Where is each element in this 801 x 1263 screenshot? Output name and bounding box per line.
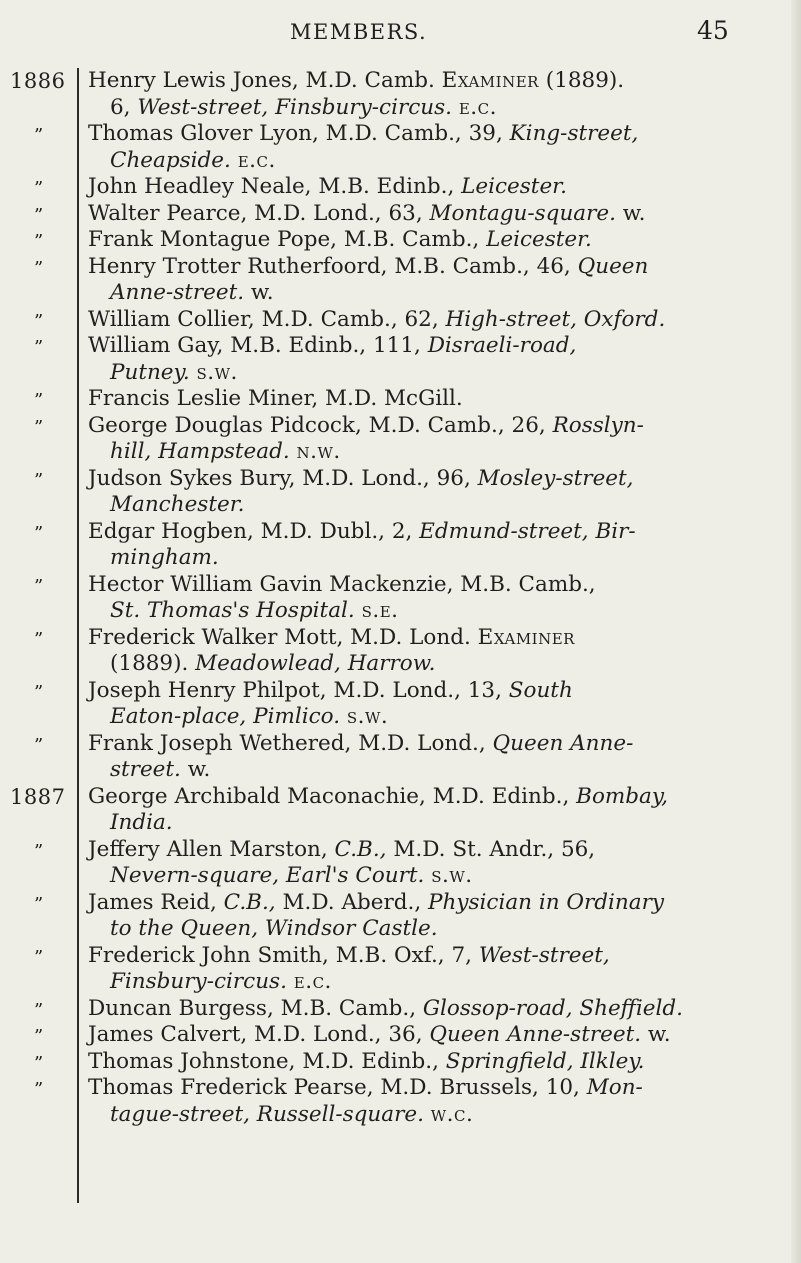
year-of-election: ” xyxy=(34,257,44,279)
entry-first-line xyxy=(88,1049,768,1076)
entry-text: M.D. St. Andr., 56, xyxy=(386,836,596,862)
entry-first-line xyxy=(88,413,768,440)
address-text: Finsbury-circus. xyxy=(110,969,287,994)
member-text xyxy=(88,121,768,174)
year-of-election: ” xyxy=(34,125,44,146)
entry-first-line xyxy=(88,890,768,917)
entry-first-line xyxy=(88,254,768,281)
entry-text: Francis Leslie Miner, M.D. McGill. xyxy=(88,386,463,411)
entry-first-line xyxy=(88,201,768,228)
entry-text: James Reid, xyxy=(88,889,224,915)
address-text: Cheapside. xyxy=(110,147,231,173)
year-of-election: ” xyxy=(34,337,44,358)
year-of-election: ” xyxy=(34,946,44,968)
entry-text: William Gay, M.B. Edinb., 111, xyxy=(88,333,428,358)
address-text: Mon- xyxy=(586,1075,643,1100)
entry-continuation-line xyxy=(88,492,768,519)
year-of-election: ” xyxy=(34,681,44,703)
page-header xyxy=(0,16,801,60)
member-text xyxy=(88,201,768,228)
entry-first-line xyxy=(88,307,768,334)
entry-text xyxy=(231,148,238,173)
smallcaps-text: s.w. xyxy=(346,704,389,729)
entry-continuation-line xyxy=(88,1102,768,1129)
entry-text: Duncan Burgess, M.B. Camb., xyxy=(88,995,423,1021)
entry-text: John Headley Neale, M.B. Edinb., xyxy=(88,174,462,199)
entry-continuation-line xyxy=(88,280,768,307)
entry-continuation-line xyxy=(88,810,768,837)
address-text: Edmund-street, Bir- xyxy=(419,518,636,544)
entry-first-line xyxy=(88,678,768,705)
smallcaps-text: e.c. xyxy=(237,147,276,173)
address-text: Meadowlead, Harrow. xyxy=(195,651,436,676)
address-text: Manchester. xyxy=(110,492,245,517)
year-of-election: ” xyxy=(34,999,44,1021)
running-title: MEMBERS. xyxy=(290,20,428,44)
entry-continuation-line xyxy=(88,757,768,784)
smallcaps-text: Examiner xyxy=(477,624,575,650)
entry-continuation-line xyxy=(88,704,768,731)
entry-text: Henry Trotter Rutherfoord, M.B. Camb., 46, xyxy=(88,253,578,279)
page-number: 45 xyxy=(697,16,729,45)
member-text xyxy=(88,678,768,731)
entry-continuation-line xyxy=(88,95,768,122)
year-of-election: ” xyxy=(34,416,44,438)
smallcaps-text: e.c. xyxy=(293,969,332,994)
member-text xyxy=(88,996,768,1023)
address-text: Montagu-square. xyxy=(429,200,616,226)
year-of-election: ” xyxy=(34,390,44,411)
year-of-election: ” xyxy=(34,893,44,915)
entry-text: George Archibald Maconachie, M.D. Edinb., xyxy=(88,783,577,809)
member-text xyxy=(88,1022,768,1049)
member-text xyxy=(88,174,768,201)
address-text: Nevern-square, Earl's Court. xyxy=(110,863,425,888)
entry-first-line xyxy=(88,466,768,493)
address-text: Anne-street. xyxy=(110,280,245,305)
address-text: West-street, Finsbury-circus. xyxy=(137,94,452,120)
entry-first-line xyxy=(88,227,768,254)
entry-text: w. xyxy=(641,1022,671,1047)
entry-text: w. xyxy=(180,757,211,782)
year-of-election: ” xyxy=(34,840,44,862)
entry-first-line xyxy=(88,333,768,360)
year-of-election: ” xyxy=(34,204,44,226)
entry-text: Thomas Frederick Pearse, M.D. Brussels, 10, xyxy=(88,1075,587,1100)
member-text xyxy=(88,1049,768,1076)
entry-first-line xyxy=(88,121,768,148)
entry-text: Judson Sykes Bury, M.D. Lond., 96, xyxy=(88,465,478,491)
year-of-election: ” xyxy=(34,628,44,650)
smallcaps-text: s.w. xyxy=(431,863,473,888)
page-edge xyxy=(791,0,801,1263)
address-text: King-street, xyxy=(509,121,639,146)
entry-text: Henry Lewis Jones, M.D. Camb. xyxy=(88,68,442,93)
address-text: Glossop-road, Sheffield. xyxy=(422,995,683,1021)
address-text: South xyxy=(508,677,573,703)
entry-text: Jeffery Allen Marston, xyxy=(88,836,335,862)
member-text xyxy=(88,466,768,519)
entry-first-line xyxy=(88,625,768,652)
year-of-election: ” xyxy=(34,469,44,491)
member-text xyxy=(88,1075,768,1128)
member-text xyxy=(88,254,768,307)
entry-text: (1889). xyxy=(538,68,625,93)
entry-text xyxy=(290,439,297,464)
member-text xyxy=(88,731,768,784)
address-text: Queen Anne- xyxy=(492,730,634,756)
entry-first-line xyxy=(88,837,768,864)
year-of-election: ” xyxy=(34,522,44,544)
address-text: Putney. xyxy=(110,359,190,385)
entry-text: w. xyxy=(615,200,646,226)
entry-text: (1889). xyxy=(110,651,196,676)
year-of-election: ” xyxy=(34,310,44,332)
address-text: High-street, Oxford. xyxy=(445,306,666,332)
address-text: tague-street, Russell-square. xyxy=(110,1101,424,1127)
address-text: Queen xyxy=(577,253,649,279)
entry-continuation-line xyxy=(88,969,768,996)
address-text: Eaton-place, Pimlico. xyxy=(110,704,341,729)
entry-first-line xyxy=(88,386,768,413)
address-text: St. Thomas's Hospital. xyxy=(110,598,355,623)
entry-text: M.D. Aberd., xyxy=(275,889,429,915)
entry-text xyxy=(355,598,362,623)
member-text xyxy=(88,784,768,837)
address-text: C.B., xyxy=(223,889,276,915)
smallcaps-text: w.c. xyxy=(430,1101,474,1127)
member-text xyxy=(88,227,768,254)
member-text xyxy=(88,837,768,890)
member-text xyxy=(88,307,768,334)
member-text xyxy=(88,386,768,413)
entry-text: Frank Joseph Wethered, M.D. Lond., xyxy=(88,730,493,756)
year-of-election: 1886 xyxy=(10,69,66,93)
entry-text: w. xyxy=(244,280,274,305)
entry-continuation-line xyxy=(88,439,768,466)
entry-continuation-line xyxy=(88,651,768,678)
member-text xyxy=(88,519,768,572)
entry-continuation-line xyxy=(88,148,768,175)
year-of-election: ” xyxy=(34,734,44,756)
entry-text xyxy=(424,1102,431,1127)
year-of-election: ” xyxy=(34,1052,44,1074)
address-text: Springfield, Ilkley. xyxy=(445,1048,645,1074)
address-text: India. xyxy=(110,810,173,835)
smallcaps-text: s.e. xyxy=(361,598,399,623)
address-text: mingham. xyxy=(110,545,219,570)
member-text xyxy=(88,413,768,466)
member-text xyxy=(88,943,768,996)
member-text xyxy=(88,890,768,943)
year-of-election: ” xyxy=(34,178,44,199)
entry-text: Hector William Gavin Mackenzie, M.B. Camb., xyxy=(88,571,596,597)
address-text: Physician in Ordinary xyxy=(428,889,665,915)
entry-first-line xyxy=(88,1075,768,1102)
address-text: Mosley-street, xyxy=(477,465,634,491)
entry-text: Frank Montague Pope, M.B. Camb., xyxy=(88,227,487,252)
address-text: Bombay, xyxy=(576,783,668,809)
address-text: Queen Anne-street. xyxy=(429,1022,642,1047)
year-of-election: 1887 xyxy=(10,784,66,809)
smallcaps-text: Examiner xyxy=(441,68,539,93)
entry-text: William Collier, M.D. Camb., 62, xyxy=(88,306,446,332)
member-text xyxy=(88,625,768,678)
address-text: Leicester. xyxy=(461,174,567,199)
entry-text: Edgar Hogben, M.D. Dubl., 2, xyxy=(88,518,420,544)
entry-continuation-line xyxy=(88,916,768,943)
entry-text: 6, xyxy=(110,94,138,120)
year-of-election: ” xyxy=(34,1079,44,1100)
entry-first-line xyxy=(88,943,768,970)
address-text: West-street, xyxy=(478,942,610,968)
entry-text: Joseph Henry Philpot, M.D. Lond., 13, xyxy=(88,677,509,703)
member-text xyxy=(88,333,768,386)
smallcaps-text: n.w. xyxy=(296,439,341,464)
entry-text: Frederick John Smith, M.B. Oxf., 7, xyxy=(88,942,479,968)
entry-continuation-line xyxy=(88,598,768,625)
year-of-election: ” xyxy=(34,575,44,597)
entry-first-line xyxy=(88,1022,768,1049)
entry-text: James Calvert, M.D. Lond., 36, xyxy=(88,1022,430,1047)
address-text: Rosslyn- xyxy=(552,412,644,438)
entry-text: George Douglas Pidcock, M.D. Camb., 26, xyxy=(88,412,553,438)
entry-first-line xyxy=(88,996,768,1023)
address-text: to the Queen, Windsor Castle. xyxy=(110,916,438,941)
entry-continuation-line xyxy=(88,360,768,387)
entry-first-line xyxy=(88,784,768,811)
entry-text: Walter Pearce, M.D. Lond., 63, xyxy=(88,200,430,226)
entry-text: Thomas Johnstone, M.D. Edinb., xyxy=(88,1048,446,1074)
entry-text xyxy=(190,360,197,385)
entry-first-line xyxy=(88,174,768,201)
entry-text xyxy=(340,704,347,729)
entry-text xyxy=(287,969,294,994)
entry-first-line xyxy=(88,519,768,546)
entry-text xyxy=(452,95,459,120)
entry-continuation-line xyxy=(88,545,768,572)
smallcaps-text: s.w. xyxy=(196,359,238,385)
year-of-election: ” xyxy=(34,231,44,252)
entry-continuation-line xyxy=(88,863,768,890)
entry-first-line xyxy=(88,731,768,758)
smallcaps-text: e.c. xyxy=(458,94,497,120)
address-text: hill, Hampstead. xyxy=(110,439,290,464)
member-text xyxy=(88,68,768,121)
address-text: Disraeli-road, xyxy=(427,333,577,358)
address-text: C.B., xyxy=(334,836,387,862)
entry-first-line xyxy=(88,572,768,599)
member-text xyxy=(88,572,768,625)
address-text: street. xyxy=(110,757,181,782)
address-text: Leicester. xyxy=(486,227,592,252)
year-of-election: ” xyxy=(34,1026,44,1047)
entry-first-line xyxy=(88,68,768,95)
entry-text: Frederick Walker Mott, M.D. Lond. xyxy=(88,624,478,650)
entry-text: Thomas Glover Lyon, M.D. Camb., 39, xyxy=(88,121,510,146)
